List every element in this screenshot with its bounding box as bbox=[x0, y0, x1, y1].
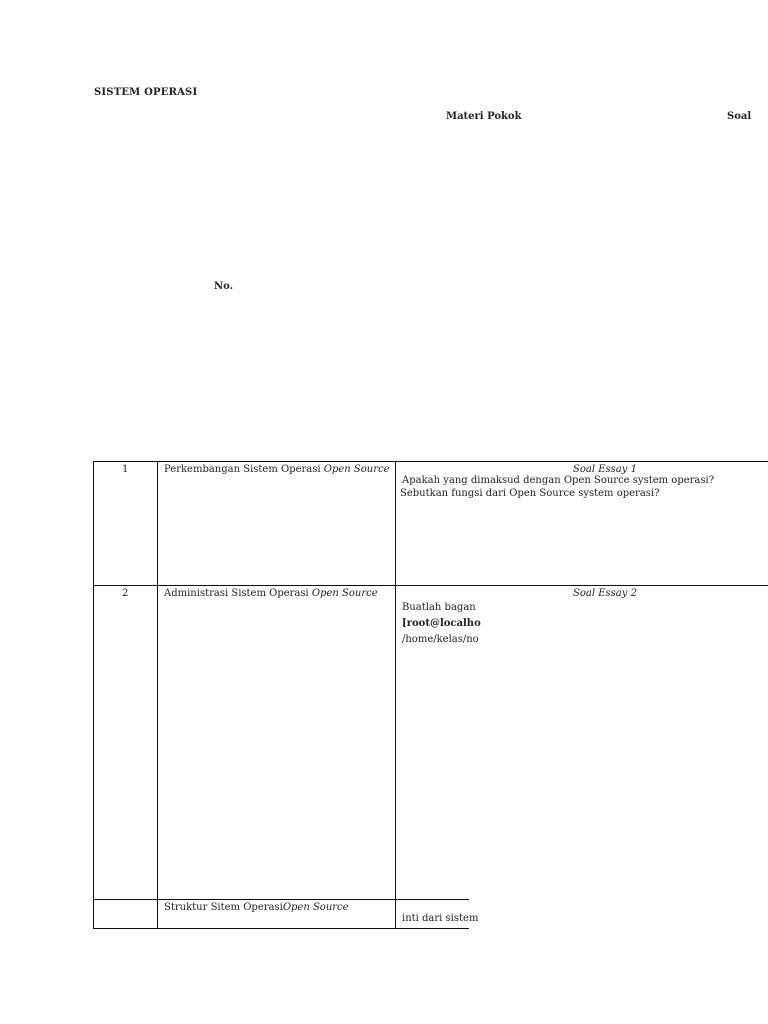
soal-line: Sebutkan fungsi dari Open Source system operasi? bbox=[400, 488, 660, 499]
soal-heading: Soal Essay 1 bbox=[573, 464, 637, 475]
soal-line: [root@localho bbox=[402, 618, 481, 629]
table-line-col2 bbox=[395, 461, 396, 929]
materi-text: Struktur Sitem Operasi bbox=[164, 902, 283, 913]
soal-heading: Soal Essay 2 bbox=[573, 588, 637, 599]
materi-text: Perkembangan Sistem Operasi bbox=[164, 464, 324, 475]
header-materi-pokok: Materi Pokok bbox=[446, 111, 522, 122]
materi-italic-text: Open Source bbox=[311, 588, 378, 599]
materi-italic-text: Open Source bbox=[323, 464, 390, 475]
table-line-row1-bottom bbox=[93, 585, 768, 586]
table-line-left bbox=[93, 461, 94, 929]
materi-text: Administrasi Sistem Operasi bbox=[164, 588, 312, 599]
materi-italic-text: Open Source bbox=[282, 902, 349, 913]
soal-line: inti dari sistem bbox=[402, 913, 479, 924]
table-line-row2-bottom bbox=[93, 899, 469, 900]
materi-pokok-cell bbox=[164, 463, 390, 476]
row-number: 2 bbox=[122, 588, 129, 599]
header-soal: Soal bbox=[727, 111, 752, 122]
row-number: 1 bbox=[122, 464, 129, 475]
table-line-top bbox=[93, 461, 768, 462]
table-line-col1 bbox=[157, 461, 158, 929]
table-line-bottom bbox=[93, 928, 469, 929]
materi-pokok-cell bbox=[164, 587, 378, 600]
materi-pokok-cell bbox=[164, 901, 349, 914]
soal-line: /home/kelas/no bbox=[402, 634, 479, 645]
document-title: SISTEM OPERASI bbox=[94, 87, 198, 98]
soal-line: Buatlah bagan bbox=[402, 602, 476, 613]
header-no: No. bbox=[214, 281, 234, 292]
soal-line: Apakah yang dimaksud dengan Open Source system operasi? bbox=[402, 475, 715, 486]
